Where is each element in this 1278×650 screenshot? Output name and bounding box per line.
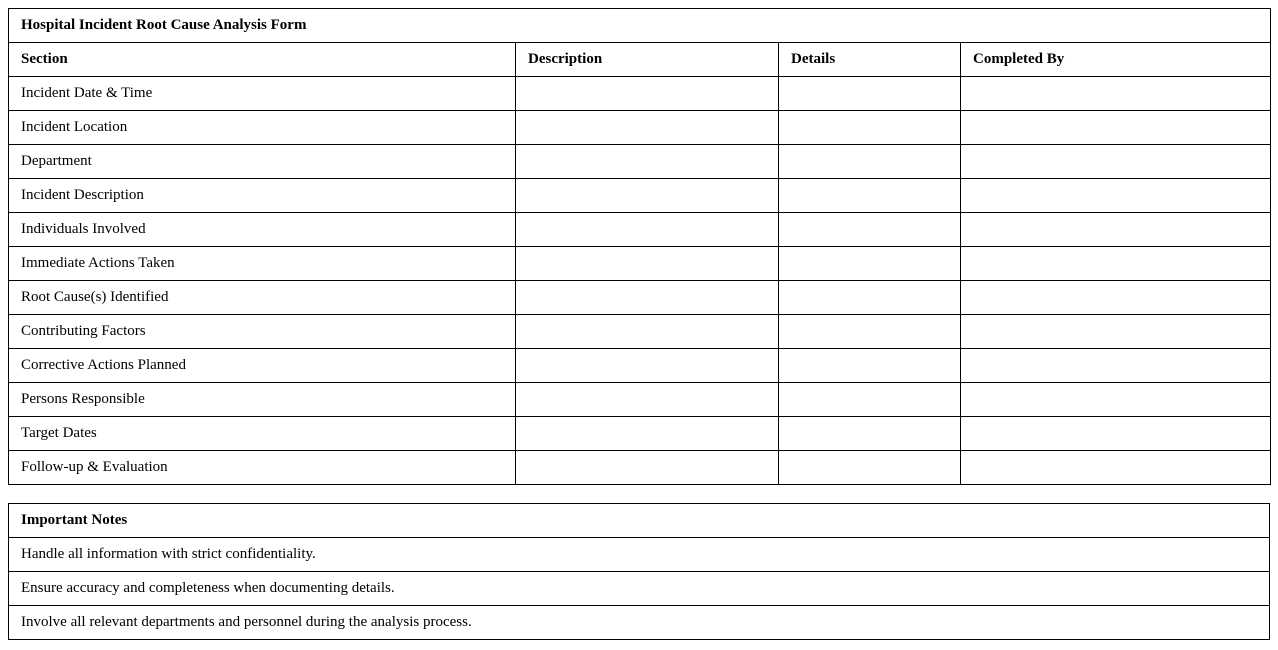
note-row <box>9 606 1270 640</box>
description-cell[interactable] <box>516 315 779 349</box>
notes-title-row <box>9 504 1270 538</box>
document-body <box>8 8 1270 640</box>
description-cell[interactable] <box>516 77 779 111</box>
section-cell: Persons Responsible <box>9 383 516 417</box>
table-row <box>9 213 1271 247</box>
details-cell[interactable] <box>779 247 961 281</box>
column-header-completed-by: Completed By <box>961 43 1271 77</box>
description-cell[interactable] <box>516 179 779 213</box>
table-row <box>9 451 1271 485</box>
section-cell: Incident Description <box>9 179 516 213</box>
details-cell[interactable] <box>779 179 961 213</box>
description-cell[interactable] <box>516 281 779 315</box>
completed-by-cell[interactable] <box>961 77 1271 111</box>
form-title-row <box>9 9 1271 43</box>
completed-by-cell[interactable] <box>961 179 1271 213</box>
completed-by-cell[interactable] <box>961 349 1271 383</box>
table-row <box>9 179 1271 213</box>
description-cell[interactable] <box>516 145 779 179</box>
note-row <box>9 572 1270 606</box>
column-header-section: Section <box>9 43 516 77</box>
column-header-description: Description <box>516 43 779 77</box>
details-cell[interactable] <box>779 213 961 247</box>
description-cell[interactable] <box>516 111 779 145</box>
details-cell[interactable] <box>779 315 961 349</box>
table-row <box>9 349 1271 383</box>
note-row <box>9 538 1270 572</box>
completed-by-cell[interactable] <box>961 315 1271 349</box>
completed-by-cell[interactable] <box>961 383 1271 417</box>
completed-by-cell[interactable] <box>961 145 1271 179</box>
details-cell[interactable] <box>779 349 961 383</box>
section-cell: Root Cause(s) Identified <box>9 281 516 315</box>
note-text: Ensure accuracy and completeness when documenting details. <box>9 572 1270 606</box>
column-header-details: Details <box>779 43 961 77</box>
completed-by-cell[interactable] <box>961 213 1271 247</box>
description-cell[interactable] <box>516 417 779 451</box>
form-title: Hospital Incident Root Cause Analysis Form <box>9 9 1271 43</box>
description-cell[interactable] <box>516 349 779 383</box>
description-cell[interactable] <box>516 383 779 417</box>
notes-table <box>8 503 1270 640</box>
details-cell[interactable] <box>779 77 961 111</box>
form-rows <box>9 77 1271 485</box>
completed-by-cell[interactable] <box>961 281 1271 315</box>
description-cell[interactable] <box>516 213 779 247</box>
completed-by-cell[interactable] <box>961 247 1271 281</box>
note-text: Involve all relevant departments and personnel during the analysis process. <box>9 606 1270 640</box>
table-row <box>9 111 1271 145</box>
section-cell: Follow-up & Evaluation <box>9 451 516 485</box>
table-row <box>9 417 1271 451</box>
note-text: Handle all information with strict confidentiality. <box>9 538 1270 572</box>
section-cell: Corrective Actions Planned <box>9 349 516 383</box>
table-row <box>9 315 1271 349</box>
details-cell[interactable] <box>779 111 961 145</box>
description-cell[interactable] <box>516 247 779 281</box>
details-cell[interactable] <box>779 281 961 315</box>
section-cell: Department <box>9 145 516 179</box>
details-cell[interactable] <box>779 145 961 179</box>
section-cell: Individuals Involved <box>9 213 516 247</box>
notes-title: Important Notes <box>9 504 1270 538</box>
header-row <box>9 43 1271 77</box>
section-cell: Contributing Factors <box>9 315 516 349</box>
section-cell: Incident Date & Time <box>9 77 516 111</box>
section-cell: Target Dates <box>9 417 516 451</box>
table-row <box>9 383 1271 417</box>
details-cell[interactable] <box>779 383 961 417</box>
details-cell[interactable] <box>779 417 961 451</box>
details-cell[interactable] <box>779 451 961 485</box>
section-cell: Incident Location <box>9 111 516 145</box>
completed-by-cell[interactable] <box>961 451 1271 485</box>
table-row <box>9 281 1271 315</box>
table-row <box>9 77 1271 111</box>
rca-form-table <box>8 8 1271 485</box>
table-row <box>9 145 1271 179</box>
table-row <box>9 247 1271 281</box>
section-cell: Immediate Actions Taken <box>9 247 516 281</box>
completed-by-cell[interactable] <box>961 417 1271 451</box>
description-cell[interactable] <box>516 451 779 485</box>
completed-by-cell[interactable] <box>961 111 1271 145</box>
